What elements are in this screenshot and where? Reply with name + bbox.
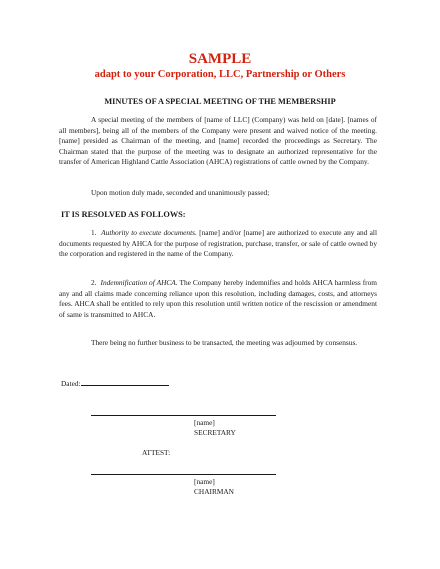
resolution-item-2 xyxy=(59,278,377,320)
motion-paragraph: Upon motion duly made, seconded and unanimously passed; xyxy=(91,188,270,197)
item-lead: Indemnification of AHCA. xyxy=(100,278,178,287)
minutes-title: MINUTES OF A SPECIAL MEETING OF THE MEMBERSHIP xyxy=(104,97,336,106)
sample-title: SAMPLE xyxy=(188,51,252,67)
dated-label: Dated: xyxy=(61,379,81,388)
sample-subtitle: adapt to your Corporation, LLC, Partnership or Others xyxy=(94,69,346,80)
resolution-item-1 xyxy=(59,228,377,260)
chairman-name: [name] xyxy=(194,477,215,486)
item-text: The Company hereby indemnifies and holds AHCA harmless from any and all claims made concerning reliance upon this resolution, including damages, costs, and attorneys fees. AHCA shall be entitled to rely upon this resolution until written notice of the rescission or amendment of same is transmitted to AHCA. xyxy=(59,278,377,319)
secretary-signature-line xyxy=(91,415,276,416)
closing-paragraph: There being no further business to be transacted, the meeting was adjourned by consensus. xyxy=(91,338,358,347)
item-text: [name] and/or [name] are authorized to execute any and all documents requested by AHCA for the purpose of registration, purchase, transfer, or sale of cattle owned by the corporation and registered in the name of the Company. xyxy=(59,228,377,259)
dated-field xyxy=(61,377,169,389)
secretary-title: SECRETARY xyxy=(194,428,236,437)
chairman-signature-line xyxy=(91,474,276,475)
dated-blank-line xyxy=(81,377,169,386)
secretary-name: [name] xyxy=(194,418,215,427)
resolved-heading: IT IS RESOLVED AS FOLLOWS: xyxy=(61,210,186,219)
item-number: 2. xyxy=(91,278,97,287)
chairman-title: CHAIRMAN xyxy=(194,487,234,496)
attest-label: ATTEST: xyxy=(142,448,171,457)
item-lead: Authority to execute documents. xyxy=(101,228,197,237)
intro-paragraph: A special meeting of the members of [name of LLC] (Company) was held on [date]. [names of all members], being all of the members of the Company were present and waived notice of the meeting. [name] presided as Chairman of the meeting, and [name] recorded the proceedings as Secretary. The Chairman stated that the purpose of the meeting was to designate an authorized representative for the transfer of American Highland Cattle Association (AHCA) registrations of cattle owned by the Company. xyxy=(59,115,377,167)
item-number: 1. xyxy=(91,228,97,237)
